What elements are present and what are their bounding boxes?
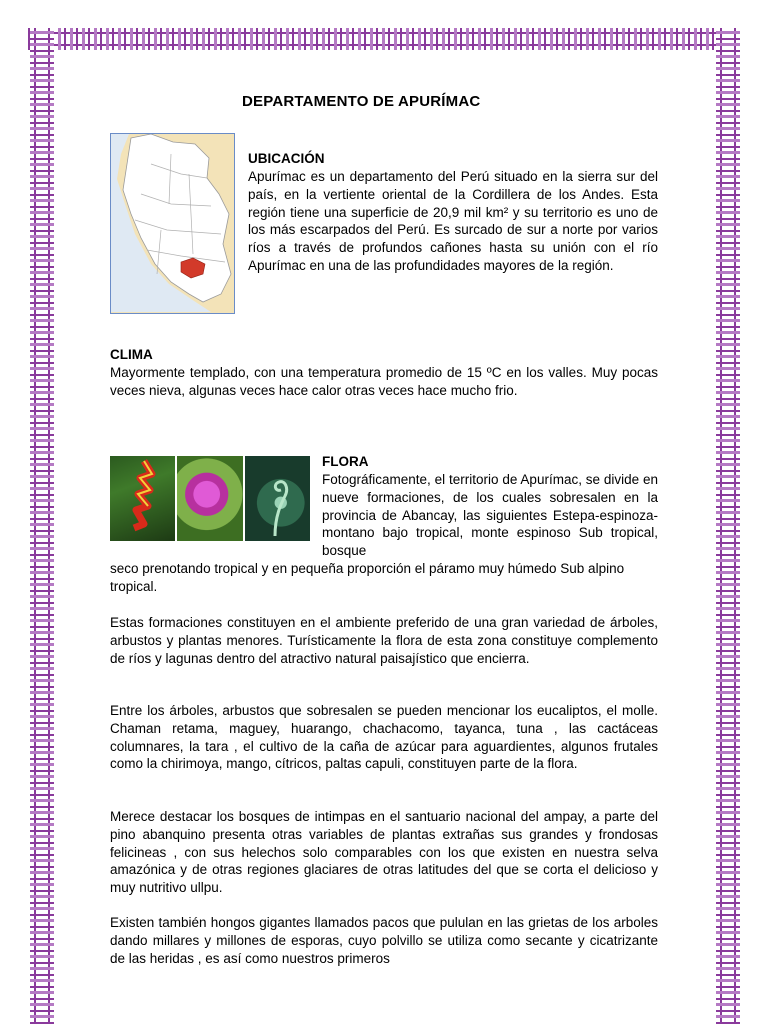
decorative-border-top xyxy=(28,28,740,50)
clima-text: Mayormente templado, con una temperatura promedio de 15 ºC en los valles. Muy pocas veces nieva, algunas veces hace calor otras veces hace mucho frio. xyxy=(110,365,658,398)
clima-section xyxy=(110,346,658,400)
flora-intro xyxy=(110,471,658,596)
peru-map-image xyxy=(110,133,235,314)
flora-paragraph-4: Existen también hongos gigantes llamados pacos que pululan en las grietas de los arboles dando millares y millones de esporas, cuyo polvillo se utiliza como secante y cicatrizante de las heridas , es así como nuestros primeros xyxy=(110,915,658,966)
flora-intro-rest: seco prenotando tropical y en pequeña proporción el páramo muy húmedo Sub alpino tropical. xyxy=(110,560,625,594)
ubicacion-text: Apurímac es un departamento del Perú situado en la sierra sur del país, en la vertiente oriental de la Cordillera de los Andes. Esta región tiene una superficie de 20,9 mil km² y su territorio es uno de los más escarpados del Perú. Es surcado de sur a norte por varios ríos a través de profundos cañones hasta su unión con el río Apurímac en una de las profundidades mayores de la región. xyxy=(248,169,658,273)
ubicacion-heading: UBICACIÓN xyxy=(248,151,325,166)
flora-paragraph-3: Merece destacar los bosques de intimpas en el santuario nacional del ampay, a parte del pino abanquino presenta otras variables de plantas extrañas sus grandes y frondosas felicineas , con sus helechos solo comparables con los que existen en nuestra selva amazónica y de otras regiones glaciares de otras latitudes del que se corta el delicioso y muy nutritivo ullpu. xyxy=(110,809,658,896)
decorative-border-left xyxy=(30,28,54,1024)
flora-paragraph-1: Estas formaciones constituyen en el ambiente preferido de una gran variedad de árboles, arbustos y plantas menores. Turísticamente la flora de esta zona constituye complemento de ríos y lagunas dentro del atractivo natural paisajístico que encierra. xyxy=(110,615,658,666)
document-title: DEPARTAMENTO DE APURÍMAC xyxy=(242,93,481,110)
flora-intro-indented: Fotográficamente, el territorio de Apurímac, se divide en nueve formaciones, de los cuales sobresalen en la provincia de Abancay, las siguientes Estepa-espinoza-montano bajo tropical, monte espinoso Sub tropical, bosque xyxy=(322,472,658,559)
ubicacion-section xyxy=(248,150,658,275)
clima-heading: CLIMA xyxy=(110,347,153,362)
peru-map-icon xyxy=(111,134,233,312)
decorative-border-right xyxy=(716,28,740,1024)
flora-paragraph-2: Entre los árboles, arbustos que sobresalen se pueden mencionar los eucaliptos, el molle. Chaman retama, maguey, huarango, chachacomo, tayanca, tuna , las cactáceas columnares, la tara , el cultivo de la caña de azúcar para aguardientes, algunos frutales como la chirimoya, mango, cítricos, paltas capuli, constituyen parte de la flora. xyxy=(110,703,658,772)
flora-heading: FLORA xyxy=(322,454,369,469)
